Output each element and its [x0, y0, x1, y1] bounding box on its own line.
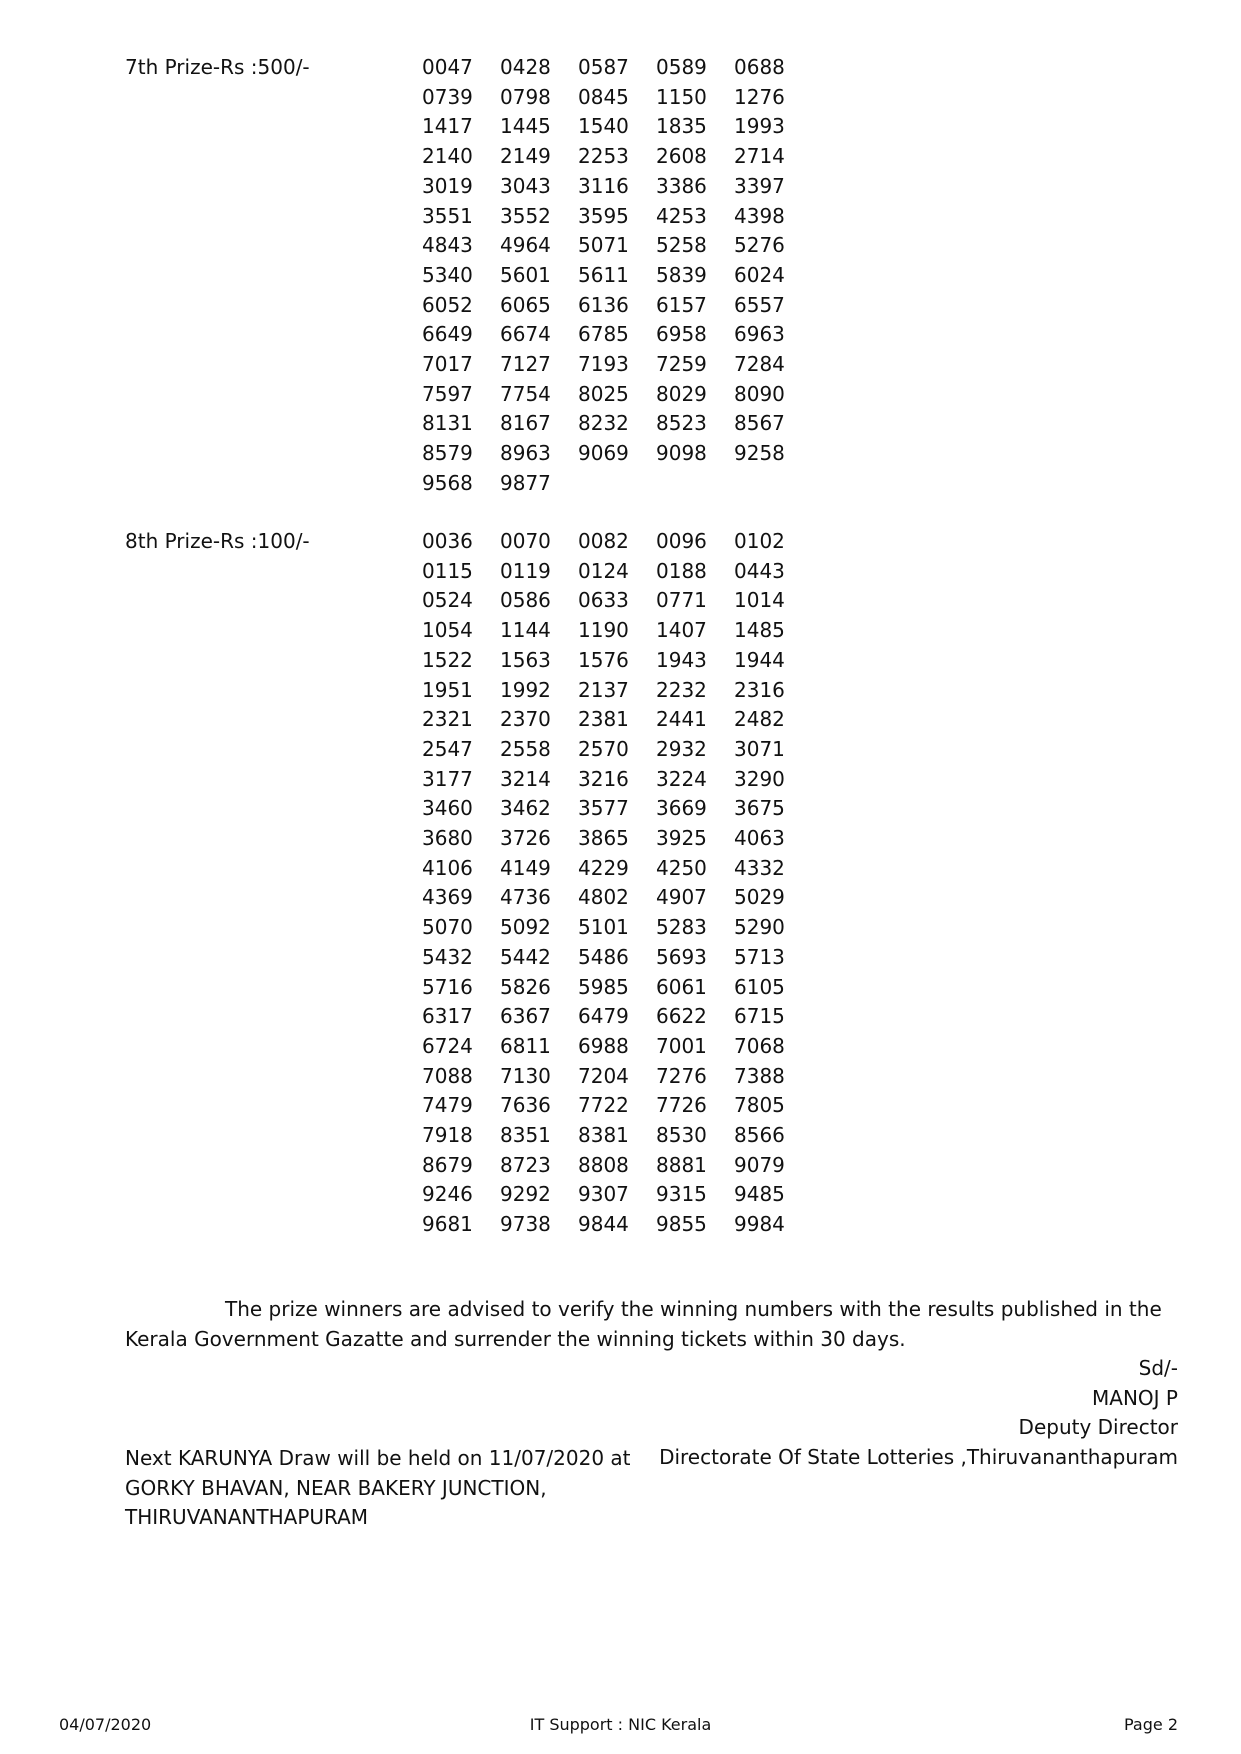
winning-number: 0739: [422, 84, 473, 109]
winning-number: 8679: [422, 1152, 473, 1177]
winning-number: 9307: [578, 1182, 629, 1207]
winning-number: 7204: [578, 1063, 629, 1088]
winning-number: 8351: [500, 1123, 551, 1148]
winning-number: 3865: [578, 826, 629, 851]
winning-number: 1944: [734, 647, 785, 672]
next-draw-line: THIRUVANANTHAPURAM: [125, 1505, 369, 1530]
winning-numbers-grid: [422, 53, 812, 499]
winning-number: 1992: [500, 677, 551, 702]
winning-number: 8131: [422, 411, 473, 436]
winning-number: 3043: [500, 173, 551, 198]
winning-number: 3925: [656, 826, 707, 851]
winning-number: 8029: [656, 381, 707, 406]
winning-number: 4736: [500, 885, 551, 910]
winning-number: 5276: [734, 233, 785, 258]
winning-number: 7479: [422, 1093, 473, 1118]
winning-number: 1417: [422, 114, 473, 139]
winning-number: 0587: [578, 55, 629, 79]
winning-number: 5826: [500, 974, 551, 999]
winning-number: 7754: [500, 381, 551, 406]
winning-number: 3116: [578, 173, 629, 198]
winning-number: 0688: [734, 55, 785, 79]
winning-number: 4802: [578, 885, 629, 910]
winning-number: 0188: [656, 558, 707, 583]
winning-number: 7130: [500, 1063, 551, 1088]
winning-number: 6811: [500, 1033, 551, 1058]
winning-number: 0798: [500, 84, 551, 109]
winning-number: 5713: [734, 944, 785, 969]
winning-number: 6715: [734, 1004, 785, 1029]
winning-number: 6649: [422, 322, 473, 347]
winning-number: 0036: [422, 529, 473, 553]
winning-number: 1951: [422, 677, 473, 702]
winning-number: 1522: [422, 647, 473, 672]
winning-number: 5340: [422, 262, 473, 287]
winning-number: 9069: [578, 441, 629, 466]
winning-number: 9738: [500, 1212, 551, 1237]
winning-number: 0443: [734, 558, 785, 583]
winning-number: 3397: [734, 173, 785, 198]
footer-date: 04/07/2020: [59, 1715, 152, 1734]
winning-number: 3669: [656, 796, 707, 821]
winning-number: 6061: [656, 974, 707, 999]
winning-number: 4229: [578, 855, 629, 880]
winning-number: 7193: [578, 352, 629, 377]
winning-number: 6317: [422, 1004, 473, 1029]
winning-number: 3386: [656, 173, 707, 198]
next-draw-line: Next KARUNYA Draw will be held on 11/07/2020 at: [125, 1446, 631, 1470]
winning-numbers-grid: [422, 527, 812, 1240]
winning-number: 2149: [500, 144, 551, 169]
winning-number: 8723: [500, 1152, 551, 1177]
winning-number: 1485: [734, 618, 785, 643]
winning-number: 9681: [422, 1212, 473, 1237]
signatory-office: Directorate Of State Lotteries ,Thiruvananthapuram: [659, 1445, 1178, 1470]
winning-number: 9568: [422, 470, 473, 495]
winning-number: 4063: [734, 826, 785, 851]
winning-number: 9098: [656, 441, 707, 466]
winning-number: 3577: [578, 796, 629, 821]
winning-number: 7805: [734, 1093, 785, 1118]
winning-number: 0524: [422, 588, 473, 613]
next-draw-line: GORKY BHAVAN, NEAR BAKERY JUNCTION,: [125, 1475, 547, 1500]
winning-number: 6785: [578, 322, 629, 347]
winning-number: 1276: [734, 84, 785, 109]
winning-number: 0096: [656, 529, 707, 553]
winning-number: 0633: [578, 588, 629, 613]
winning-number: 0082: [578, 529, 629, 553]
winning-number: 7276: [656, 1063, 707, 1088]
winning-number: 7918: [422, 1123, 473, 1148]
winning-number: 3552: [500, 203, 551, 228]
winning-number: 5839: [656, 262, 707, 287]
winning-number: 1014: [734, 588, 785, 613]
winning-number: 6024: [734, 262, 785, 287]
winning-number: 4149: [500, 855, 551, 880]
winning-number: 0102: [734, 529, 785, 553]
winning-number: 9258: [734, 441, 785, 466]
winning-number: 6622: [656, 1004, 707, 1029]
winning-number: 7068: [734, 1033, 785, 1058]
winning-number: 6674: [500, 322, 551, 347]
winning-number: 9485: [734, 1182, 785, 1207]
winning-number: 8232: [578, 411, 629, 436]
winning-number: 9844: [578, 1212, 629, 1237]
winning-number: 6958: [656, 322, 707, 347]
winning-number: 3177: [422, 766, 473, 791]
winning-number: 5070: [422, 915, 473, 940]
winning-number: 2316: [734, 677, 785, 702]
prize-label: 8th Prize-Rs :100/-: [125, 529, 310, 553]
winning-number: 2714: [734, 144, 785, 169]
winning-number: 0047: [422, 55, 473, 79]
winning-number: 7722: [578, 1093, 629, 1118]
winning-number: 0119: [500, 558, 551, 583]
verification-notice: The prize winners are advised to verify the winning numbers with the results published in the Kerala Government Gazatte and surrender the winning tickets within 30 days.: [125, 1297, 1162, 1351]
winning-number: 2570: [578, 736, 629, 761]
winning-number: 0845: [578, 84, 629, 109]
winning-number: 6479: [578, 1004, 629, 1029]
footer-page-number: Page 2: [1124, 1715, 1178, 1734]
winning-number: 3551: [422, 203, 473, 228]
winning-number: 5693: [656, 944, 707, 969]
winning-number: 9855: [656, 1212, 707, 1237]
winning-number: 4964: [500, 233, 551, 258]
winning-number: 8381: [578, 1123, 629, 1148]
winning-number: 8566: [734, 1123, 785, 1148]
winning-number: 4398: [734, 203, 785, 228]
winning-number: 2370: [500, 707, 551, 732]
winning-number: 5611: [578, 262, 629, 287]
winning-number: 1563: [500, 647, 551, 672]
winning-number: 4843: [422, 233, 473, 258]
winning-number: 5432: [422, 944, 473, 969]
winning-number: 7088: [422, 1063, 473, 1088]
winning-number: 4907: [656, 885, 707, 910]
winning-number: 1445: [500, 114, 551, 139]
winning-number: 9079: [734, 1152, 785, 1177]
winning-number: 3290: [734, 766, 785, 791]
winning-number: 4106: [422, 855, 473, 880]
winning-number: 4250: [656, 855, 707, 880]
winning-number: 9315: [656, 1182, 707, 1207]
winning-number: 2482: [734, 707, 785, 732]
winning-number: 1144: [500, 618, 551, 643]
winning-number: 5258: [656, 233, 707, 258]
winning-number: 8808: [578, 1152, 629, 1177]
winning-number: 1540: [578, 114, 629, 139]
winning-number: 1150: [656, 84, 707, 109]
winning-number: 1054: [422, 618, 473, 643]
winning-number: 1576: [578, 647, 629, 672]
winning-number: 9246: [422, 1182, 473, 1207]
winning-number: 7726: [656, 1093, 707, 1118]
winning-number: 5716: [422, 974, 473, 999]
winning-number: 6052: [422, 292, 473, 317]
winning-number: 6136: [578, 292, 629, 317]
winning-number: 5092: [500, 915, 551, 940]
winning-number: 3214: [500, 766, 551, 791]
winning-number: 5486: [578, 944, 629, 969]
winning-number: 2140: [422, 144, 473, 169]
winning-number: 8025: [578, 381, 629, 406]
winning-number: 1407: [656, 618, 707, 643]
winning-number: 2558: [500, 736, 551, 761]
winning-number: 8167: [500, 411, 551, 436]
winning-number: 8090: [734, 381, 785, 406]
winning-number: 7284: [734, 352, 785, 377]
winning-number: 6963: [734, 322, 785, 347]
winning-number: 2253: [578, 144, 629, 169]
winning-number: 5029: [734, 885, 785, 910]
winning-number: 3462: [500, 796, 551, 821]
winning-number: 8523: [656, 411, 707, 436]
winning-number: 0070: [500, 529, 551, 553]
winning-number: 8567: [734, 411, 785, 436]
winning-number: 1190: [578, 618, 629, 643]
winning-number: 0589: [656, 55, 707, 79]
winning-number: 2232: [656, 677, 707, 702]
winning-number: 2441: [656, 707, 707, 732]
winning-number: 0124: [578, 558, 629, 583]
signature-block: [659, 1354, 1178, 1473]
winning-number: 2137: [578, 677, 629, 702]
winning-number: 7388: [734, 1063, 785, 1088]
winning-number: 9292: [500, 1182, 551, 1207]
footer-support: IT Support : NIC Kerala: [529, 1715, 712, 1734]
winning-number: 9984: [734, 1212, 785, 1237]
winning-number: 1835: [656, 114, 707, 139]
winning-number: 6367: [500, 1004, 551, 1029]
winning-number: 5283: [656, 915, 707, 940]
next-draw-info: [125, 1444, 645, 1533]
winning-number: 3675: [734, 796, 785, 821]
winning-number: 7017: [422, 352, 473, 377]
winning-number: 3726: [500, 826, 551, 851]
prize-label: 7th Prize-Rs :500/-: [125, 55, 310, 79]
winning-number: 5290: [734, 915, 785, 940]
winning-number: 6157: [656, 292, 707, 317]
winning-number: 3216: [578, 766, 629, 791]
winning-number: 3595: [578, 203, 629, 228]
winning-number: 8963: [500, 441, 551, 466]
winning-number: 5601: [500, 262, 551, 287]
winning-number: 1943: [656, 647, 707, 672]
winning-number: 2321: [422, 707, 473, 732]
winning-number: 0115: [422, 558, 473, 583]
winning-number: 7001: [656, 1033, 707, 1058]
winning-number: 5985: [578, 974, 629, 999]
winning-number: 3071: [734, 736, 785, 761]
winning-number: 4369: [422, 885, 473, 910]
winning-number: 6988: [578, 1033, 629, 1058]
winning-number: 2608: [656, 144, 707, 169]
winning-number: 3460: [422, 796, 473, 821]
winning-number: 2932: [656, 736, 707, 761]
winning-number: 0771: [656, 588, 707, 613]
winning-number: 1993: [734, 114, 785, 139]
winning-number: 8881: [656, 1152, 707, 1177]
winning-number: 8530: [656, 1123, 707, 1148]
winning-number: 0586: [500, 588, 551, 613]
winning-number: 6105: [734, 974, 785, 999]
winning-number: 2547: [422, 736, 473, 761]
winning-number: 4332: [734, 855, 785, 880]
winning-number: 7127: [500, 352, 551, 377]
signature-sd: Sd/-: [1138, 1356, 1178, 1380]
winning-number: 5442: [500, 944, 551, 969]
winning-number: 3680: [422, 826, 473, 851]
winning-number: 8579: [422, 441, 473, 466]
winning-number: 9877: [500, 470, 551, 495]
winning-number: 3019: [422, 173, 473, 198]
winning-number: 6724: [422, 1033, 473, 1058]
winning-number: 5101: [578, 915, 629, 940]
signatory-designation: Deputy Director: [1018, 1415, 1178, 1440]
winning-number: 5071: [578, 233, 629, 258]
winning-number: 6065: [500, 292, 551, 317]
winning-number: 7597: [422, 381, 473, 406]
winning-number: 7259: [656, 352, 707, 377]
winning-number: 4253: [656, 203, 707, 228]
signatory-name: MANOJ P: [1092, 1385, 1178, 1410]
winning-number: 7636: [500, 1093, 551, 1118]
winning-number: 6557: [734, 292, 785, 317]
winning-number: 0428: [500, 55, 551, 79]
winning-number: 3224: [656, 766, 707, 791]
winning-number: 2381: [578, 707, 629, 732]
